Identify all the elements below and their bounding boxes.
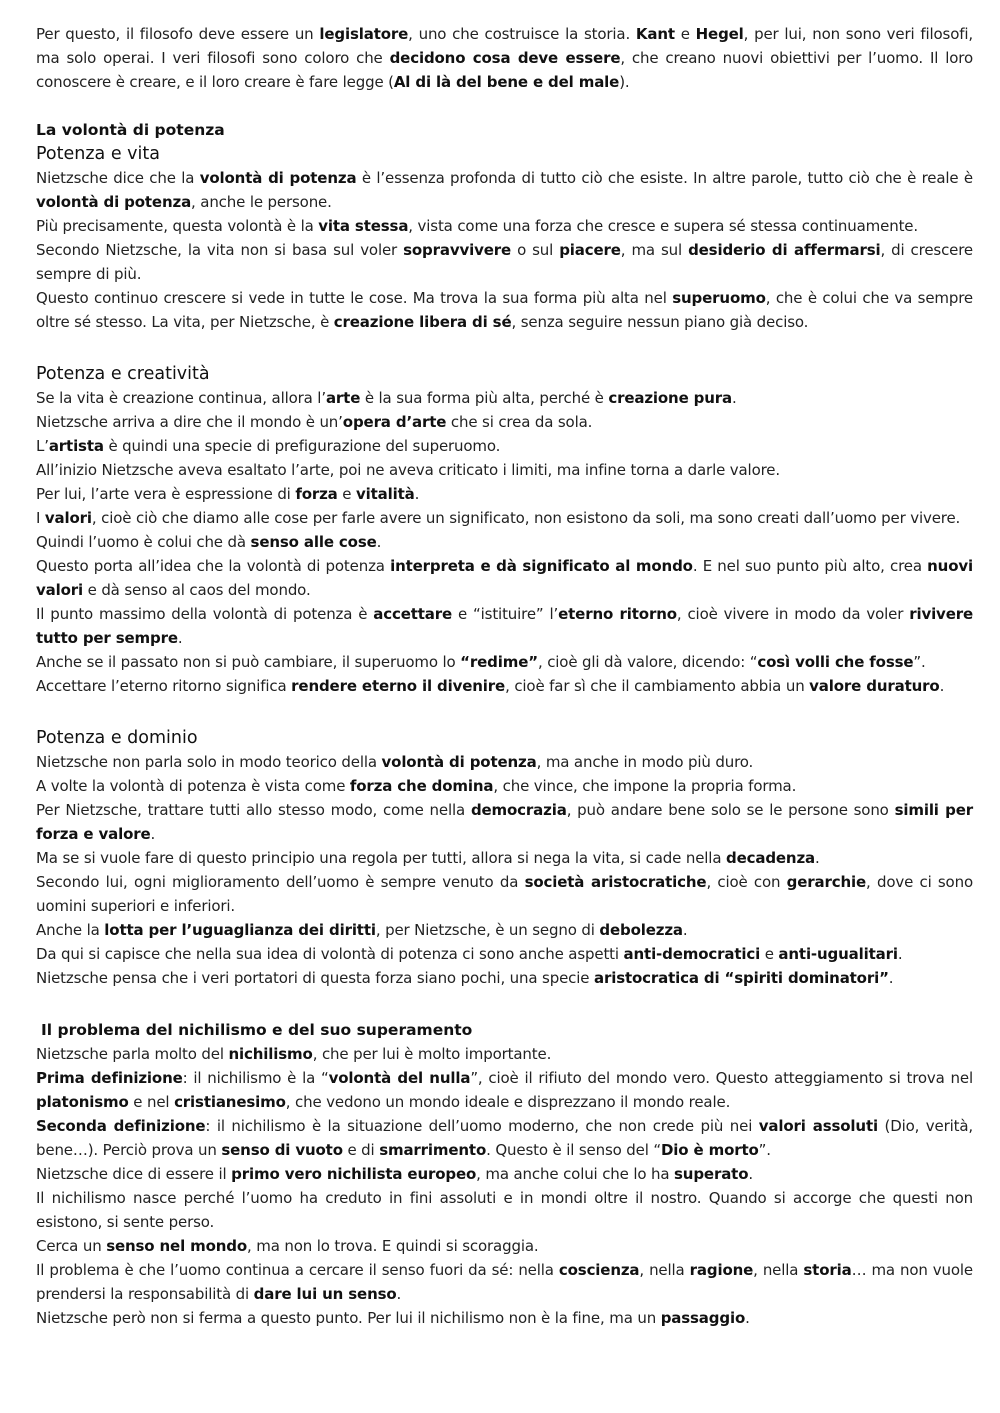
bold-term: nuovi valori [36, 557, 973, 599]
text-line: Nietzsche pensa che i veri portatori di questa forza siano pochi, una specie aristocratica di “spiriti dominatori”. [36, 969, 894, 987]
bold-term: creazione pura [608, 389, 733, 407]
bold-term: valori assoluti [758, 1117, 878, 1135]
bold-term: opera d’arte [342, 413, 447, 431]
bold-term: democrazia [470, 801, 567, 819]
bold-term: vitalità [356, 485, 415, 503]
text-line: All’inizio Nietzsche aveva esaltato l’arte, poi ne aveva criticato i limiti, ma infine torna a darle valore. [36, 461, 780, 479]
subsection-title-creativita: Potenza e creatività [36, 364, 210, 384]
spacer [36, 94, 973, 118]
bold-term: società aristocratiche [524, 873, 707, 891]
bold-term: decidono cosa deve essere [389, 49, 621, 67]
bold-term: accettare [373, 605, 453, 623]
bold-term: dare lui un senso [253, 1285, 397, 1303]
text-line: Secondo lui, ogni miglioramento dell’uomo è sempre venuto da società aristocratiche, cioè con gerarchie, dove ci sono uomini superiori e inferiori. [36, 873, 973, 915]
bold-term: nichilismo [228, 1045, 313, 1063]
text-line: Anche la lotta per l’uguaglianza dei diritti, per Nietzsche, è un segno di debolezza. [36, 921, 688, 939]
text-line: A volte la volontà di potenza è vista come forza che domina, che vince, che impone la propria forma. [36, 777, 797, 795]
bold-term: valore duraturo [809, 677, 940, 695]
bold-term: volontà di potenza [199, 169, 357, 187]
bold-term: vita stessa [318, 217, 409, 235]
text-line: Il nichilismo nasce perché l’uomo ha creduto in fini assoluti e in mondi oltre il nostro. Quando si accorge che questi non esistono, si sente perso. [36, 1189, 973, 1231]
bold-term: superuomo [672, 289, 766, 307]
bold-term: simili per forza e valore [36, 801, 973, 843]
bold-term: gerarchie [786, 873, 867, 891]
paragraph-group-creativita [36, 386, 973, 698]
bold-term: artista [48, 437, 104, 455]
bold-term: rendere eterno il divenire [291, 677, 506, 695]
text-line: Da qui si capisce che nella sua idea di volontà di potenza ci sono anche aspetti anti-democratici e anti-ugualitari. [36, 945, 903, 963]
document-page [36, 22, 973, 1330]
bold-term: forza che domina [349, 777, 494, 795]
bold-term: anti-ugualitari [778, 945, 898, 963]
bold-term: coscienza [558, 1261, 640, 1279]
text-line: Cerca un senso nel mondo, ma non lo trova. E quindi si scoraggia. [36, 1237, 539, 1255]
bold-term: senso di vuoto [221, 1141, 343, 1159]
text-line: L’artista è quindi una specie di prefigurazione del superuomo. [36, 437, 501, 455]
text-line: I valori, cioè ciò che diamo alle cose per farle avere un significato, non esistono da soli, ma sono creati dall’uomo per vivere. [36, 509, 961, 527]
section-title-volonta: La volontà di potenza [36, 121, 225, 139]
bold-term: eterno ritorno [558, 605, 677, 623]
bold-term: così volli che fosse [757, 653, 914, 671]
text-line: Se la vita è creazione continua, allora l’arte è la sua forma più alta, perché è creazione pura. [36, 389, 737, 407]
bold-term: interpreta e dà significato al mondo [390, 557, 693, 575]
text-line: Nietzsche arriva a dire che il mondo è un’opera d’arte che si crea da sola. [36, 413, 593, 431]
intro-paragraph: Per questo, il filosofo deve essere un legislatore, uno che costruisce la storia. Kant e Hegel, per lui, non sono veri filosofi, ma solo operai. I veri filosofi sono coloro che decidono cosa deve essere, che creano nuovi obiettivi per l’uomo. Il loro conoscere è creare, e il loro creare è fare legge (Al di là del bene e del male). [36, 25, 973, 91]
text-line: Più precisamente, questa volontà è la vita stessa, vista come una forza che cresce e supera sé stessa continuamente. [36, 217, 919, 235]
text-line: Il problema è che l’uomo continua a cercare il senso fuori da sé: nella coscienza, nella ragione, nella storia… ma non vuole prendersi la responsabilità di dare lui un senso. [36, 1261, 974, 1303]
bold-term: volontà di potenza [36, 193, 192, 211]
text-line: Nietzsche non parla solo in modo teorico della volontà di potenza, ma anche in modo più duro. [36, 753, 754, 771]
subsection-title-dominio: Potenza e dominio [36, 728, 198, 748]
text-line: Prima definizione: il nichilismo è la “volontà del nulla”, cioè il rifiuto del mondo vero. Questo atteggiamento si trova nel platonismo e nel cristianesimo, che vedono un mondo ideale e disprezzano il mondo reale. [36, 1069, 973, 1111]
bold-term: superato [674, 1165, 749, 1183]
text-line: Accettare l’eterno ritorno significa rendere eterno il divenire, cioè far sì che il cambiamento abbia un valore duraturo. [36, 677, 945, 695]
text-line: Questo continuo crescere si vede in tutte le cose. Ma trova la sua forma più alta nel superuomo, che è colui che va sempre oltre sé stesso. La vita, per Nietzsche, è creazione libera di sé, senza seguire nessun piano già deciso. [36, 289, 973, 331]
text-line: Per lui, l’arte vera è espressione di forza e vitalità. [36, 485, 420, 503]
text-line: Quindi l’uomo è colui che dà senso alle cose. [36, 533, 382, 551]
text-line: Questo porta all’idea che la volontà di potenza interpreta e dà significato al mondo. E nel suo punto più alto, crea nuovi valori e dà senso al caos del mondo. [36, 557, 973, 599]
bold-term: senso nel mondo [106, 1237, 248, 1255]
paragraph-group-dominio [36, 750, 973, 990]
bold-term: cristianesimo [174, 1093, 286, 1111]
bold-term: volontà di potenza [381, 753, 537, 771]
bold-term: rivivere tutto per sempre [36, 605, 973, 647]
text-line: Il punto massimo della volontà di potenza è accettare e “istituire” l’eterno ritorno, cioè vivere in modo da voler rivivere tutto per sempre. [36, 605, 973, 647]
text-line: Secondo Nietzsche, la vita non si basa sul voler sopravvivere o sul piacere, ma sul desiderio di affermarsi, di crescere sempre di più. [36, 241, 974, 283]
bold-term: forza [295, 485, 338, 503]
text-line: Nietzsche dice di essere il primo vero nichilista europeo, ma anche colui che lo ha superato. [36, 1165, 753, 1183]
bold-term: platonismo [36, 1093, 129, 1111]
bold-term: Dio è morto [660, 1141, 759, 1159]
bold-term: senso alle cose [250, 533, 377, 551]
text-line: Nietzsche dice che la volontà di potenza è l’essenza profonda di tutto ciò che esiste. In altre parole, tutto ciò che è reale è volontà di potenza, anche le persone. [36, 169, 974, 211]
bold-term: creazione libera di sé [333, 313, 512, 331]
bold-term: Al di là del bene e del male [393, 73, 620, 91]
bold-term: decadenza [726, 849, 816, 867]
section-title-nichilismo: Il problema del nichilismo e del suo superamento [41, 1021, 473, 1039]
bold-term: primo vero nichilista europeo [231, 1165, 477, 1183]
text-line: Nietzsche parla molto del nichilismo, che per lui è molto importante. [36, 1045, 552, 1063]
bold-term: anti-democratici [623, 945, 761, 963]
bold-term: arte [325, 389, 361, 407]
bold-term: debolezza [599, 921, 683, 939]
bold-term: “redime” [460, 653, 538, 671]
bold-term: volontà del nulla [328, 1069, 471, 1087]
bold-term: lotta per l’uguaglianza dei diritti [104, 921, 376, 939]
bold-term: Hegel [695, 25, 744, 43]
bold-term: storia [803, 1261, 852, 1279]
text-line: Nietzsche però non si ferma a questo punto. Per lui il nichilismo non è la fine, ma un passaggio. [36, 1309, 750, 1327]
bold-term: passaggio [660, 1309, 746, 1327]
paragraph-group-nichilismo [36, 1042, 973, 1330]
bold-term: Prima definizione [36, 1069, 183, 1087]
bold-term: Seconda definizione [36, 1117, 206, 1135]
paragraph-group-vita [36, 166, 973, 334]
bold-term: legislatore [319, 25, 409, 43]
bold-term: aristocratica di “spiriti dominatori” [593, 969, 889, 987]
text-line: Seconda definizione: il nichilismo è la situazione dell’uomo moderno, che non crede più nei valori assoluti (Dio, verità, bene…). Perciò prova un senso di vuoto e di smarrimento. Questo è il senso del “Dio è morto”. [36, 1117, 974, 1159]
subsection-title-vita: Potenza e vita [36, 144, 160, 164]
text-line: Ma se si vuole fare di questo principio una regola per tutti, allora si nega la vita, si cade nella decadenza. [36, 849, 820, 867]
bold-term: ragione [689, 1261, 754, 1279]
text-line: Anche se il passato non si può cambiare, il superuomo lo “redime”, cioè gli dà valore, dicendo: “così volli che fosse”. [36, 653, 926, 671]
bold-term: smarrimento [379, 1141, 487, 1159]
bold-term: desiderio di affermarsi [688, 241, 881, 259]
bold-term: piacere [559, 241, 621, 259]
bold-term: valori [44, 509, 92, 527]
bold-term: sopravvivere [403, 241, 512, 259]
bold-term: Kant [635, 25, 675, 43]
text-line: Per Nietzsche, trattare tutti allo stesso modo, come nella democrazia, può andare bene solo se le persone sono simili per forza e valore. [36, 801, 973, 843]
